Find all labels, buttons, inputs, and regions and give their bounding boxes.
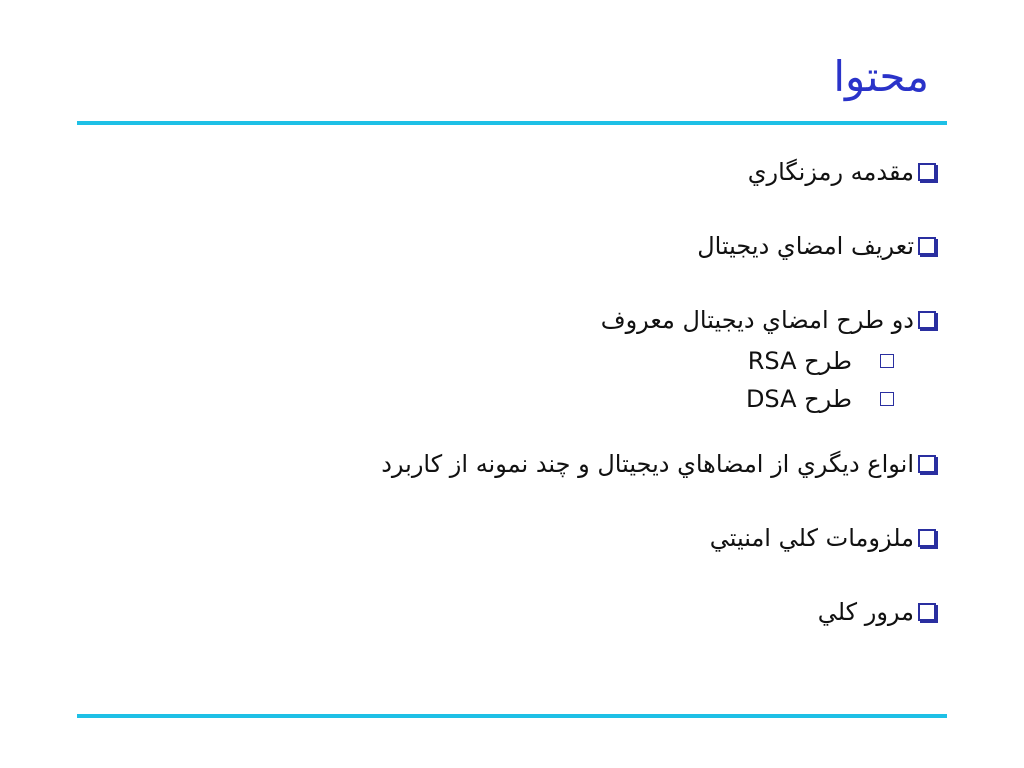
list-item-label: مقدمه رمزنگاري xyxy=(747,158,914,186)
list-item xyxy=(76,516,936,560)
list-item-label: تعريف امضاي ديجيتال xyxy=(697,232,914,260)
list-item xyxy=(76,298,936,342)
slide-title: محتوا xyxy=(833,52,929,101)
sub-list-item xyxy=(76,342,936,380)
checkbox-bullet-icon xyxy=(918,455,936,473)
square-bullet-icon xyxy=(880,392,894,406)
list-item xyxy=(76,590,936,634)
list-item-label: مرور كلي xyxy=(817,598,914,626)
content-list xyxy=(76,150,936,634)
list-item xyxy=(76,150,936,194)
checkbox-bullet-icon xyxy=(918,237,936,255)
sub-list-item xyxy=(76,380,936,418)
list-item-label: انواع ديگري از امضاهاي ديجيتال و چند نمونه از كاربرد xyxy=(381,450,914,478)
checkbox-bullet-icon xyxy=(918,311,936,329)
checkbox-bullet-icon xyxy=(918,603,936,621)
list-item-label: ملزومات كلي امنيتي xyxy=(709,524,914,552)
checkbox-bullet-icon xyxy=(918,529,936,547)
list-item xyxy=(76,224,936,268)
checkbox-bullet-icon xyxy=(918,163,936,181)
square-bullet-icon xyxy=(880,354,894,368)
list-item xyxy=(76,442,936,486)
list-item-label: دو طرح امضاي ديجيتال معروف xyxy=(600,306,914,334)
sub-item-label: طرح RSA xyxy=(747,347,852,375)
bottom-divider xyxy=(77,714,947,718)
top-divider xyxy=(77,121,947,125)
sub-item-label: طرح DSA xyxy=(745,385,852,413)
